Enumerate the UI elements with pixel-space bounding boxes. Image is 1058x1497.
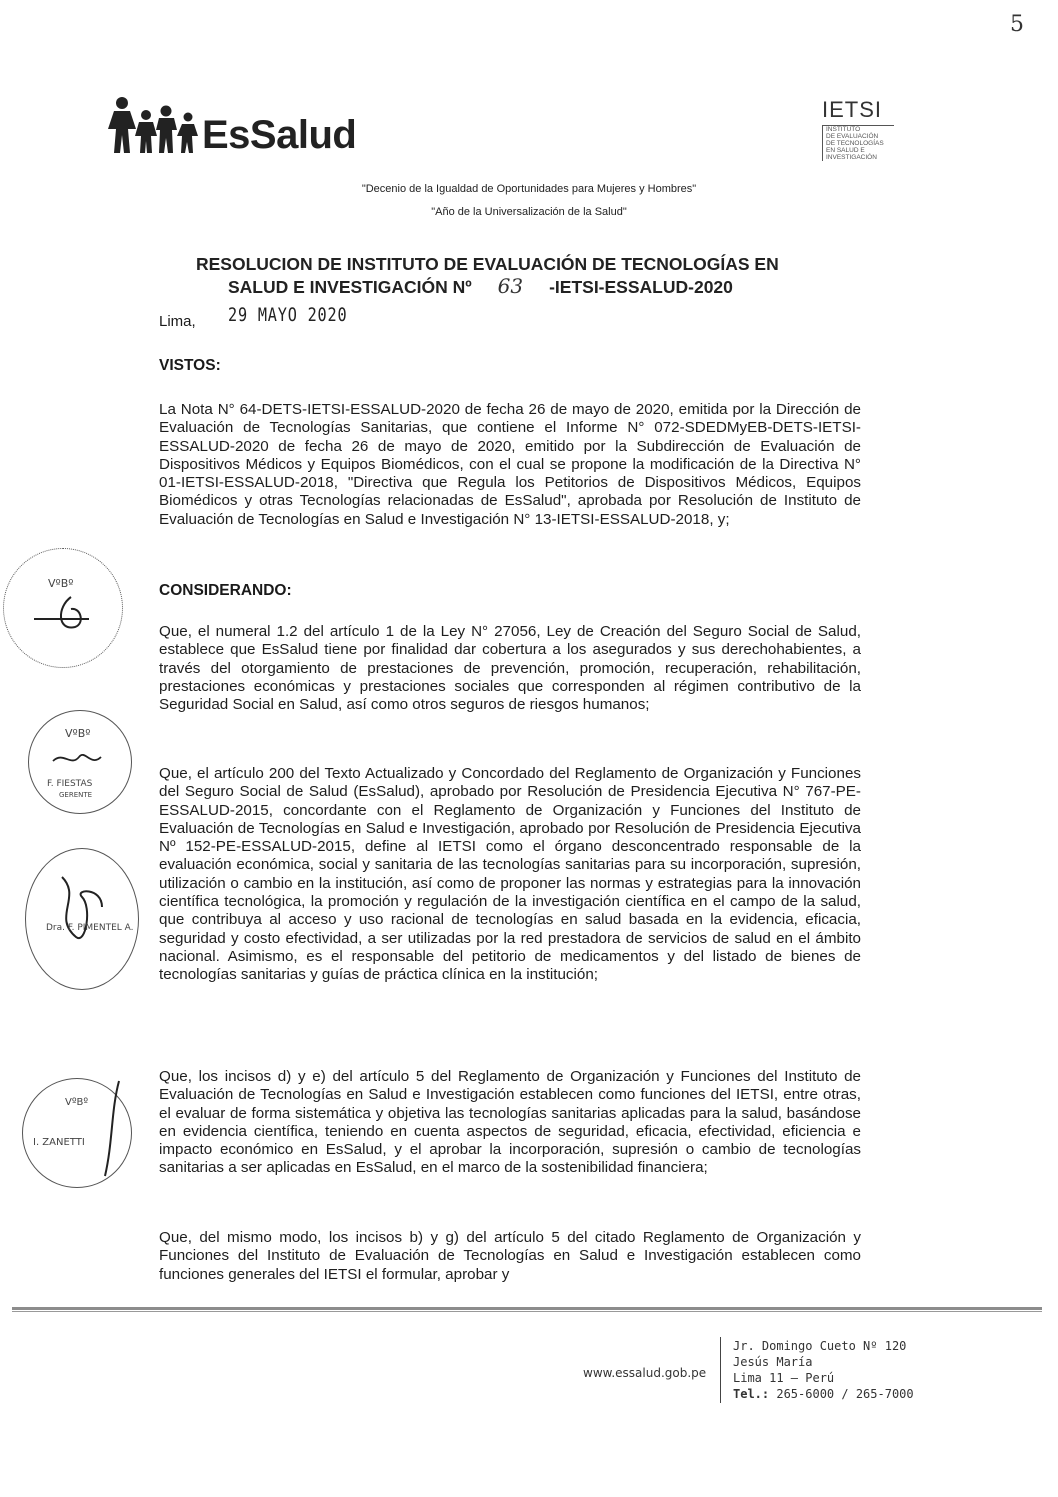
title-line-2 [196, 275, 856, 298]
vistos-paragraph: La Nota N° 64-DETS-IETSI-ESSALUD-2020 de fecha 26 de mayo de 2020, emitida por la Dirección de Evaluación de Tecnologías Sanitarias, que contiene el Informe N° 072-SDEDMyEB-DETS-IETSI-ESSALUD-2020 de fecha 26 de mayo de 2020, emitido por la Subdirección de Evaluación de Dispositivos Médicos y Equipos Biomédicos, con el cual se propone la modificación de la Directiva N° 01-IETSI-ESSALUD-2018, "Directiva que Regula los Petitorios de Dispositivos Médicos, Equipos Biomédicos y otras Tecnologías relacionadas de EsSalud", aprobada por Resolución de Instituto de Evaluación de Tecnologías en Salud e Investigación N° 13-IETSI-ESSALUD-2018, y; [159, 401, 861, 528]
stamp-name: Dra. F. PIMENTEL A. [46, 923, 134, 933]
considerando-paragraph-4: Que, del mismo modo, los incisos b) y g) del artículo 5 del citado Reglamento de Organización y Funciones del Instituto de Evaluación de Tecnologías en Salud e Investigación establecen como funciones generales del IETSI el formular, aprobar y [159, 1229, 861, 1283]
phone-line [733, 1386, 914, 1402]
footer-address [733, 1338, 914, 1402]
title-line-1: RESOLUCION DE INSTITUTO DE EVALUACIÓN DE TECNOLOGÍAS EN [196, 254, 779, 274]
considerando-heading: CONSIDERANDO: [159, 582, 292, 599]
essalud-logo [108, 95, 356, 155]
ietsi-subtitle-line: INSTITUTO [826, 126, 861, 133]
stamp-vobo: VºBº [65, 727, 91, 740]
signature-mark-icon [52, 867, 112, 957]
approval-stamp-3 [25, 848, 139, 990]
footer-website: www.essalud.gob.pe [583, 1366, 707, 1380]
stamp-name: I. ZANETTI [33, 1137, 85, 1148]
footer-separator [720, 1337, 721, 1403]
handwritten-resolution-number: 63 [497, 274, 524, 298]
place-label: Lima, [159, 313, 196, 330]
stamp-vobo: VºBº [65, 1097, 89, 1108]
stamp-role: GERENTE [59, 791, 93, 799]
phone-label: Tel.: [733, 1387, 770, 1401]
signature-mark-icon [47, 741, 113, 777]
motto-decade: "Decenio de la Igualdad de Oportunidades para Mujeres y Hombres" [361, 183, 697, 195]
address-line: Jesús María [733, 1355, 813, 1369]
phone-number: 265-6000 / 265-7000 [776, 1387, 914, 1401]
ietsi-logo [822, 98, 894, 161]
footer-divider [12, 1307, 1042, 1310]
signature-mark-icon [29, 589, 99, 639]
approval-stamp-4 [22, 1078, 132, 1188]
title-suffix: -IETSI-ESSALUD-2020 [549, 277, 733, 297]
signature-mark-icon [79, 1079, 129, 1179]
logo-wordmark: EsSalud [202, 113, 357, 157]
considerando-paragraph-2: Que, el artículo 200 del Texto Actualizado y Concordado del Reglamento de Organización y Funciones del Seguro Social de Salud (EsSalud), aprobado por Resolución de Presidencia Ejecutiva N° 767-PE-ESSALUD-2015, concordante con el Reglamento de Organización y Funciones del Instituto de Evaluación de Tecnologías en Salud e Investigación, aprobado por Resolución de Presidencia Ejecutiva Nº 152-PE-ESSALUD-2015, define al IETSI como el órgano desconcentrado responsable de la evaluación económica, social y sanitaria de las tecnologías sanitarias para su incorporación, supresión, utilización o cambio en la institución, así como de proponer las normas y estrategias para la innovación científica tecnológica, la promoción y regulación de la investigación científica en el campo de la salud, que contribuya al acceso y uso racional de tecnologías en salud basada en la evidencia, eficacia, seguridad y costo efectividad, a ser utilizadas por la red prestadora de servicios de salud en el ámbito nacional. Asimismo, es el responsable del petitorio de medicamentos y del listado de bienes de tecnologías sanitarias y guías de práctica clínica en la institución; [159, 765, 861, 984]
considerando-paragraph-3: Que, los incisos d) y e) del artículo 5 del Reglamento de Organización y Funciones del Instituto de Evaluación de Tecnologías en Salud e Investigación establecen como funciones del IETSI, entre otras, el evaluar de forma sistemática y objetiva las tecnologías sanitarias aplicadas para la salud, basándose en evidencia científica, teniendo en cuenta aspectos de seguridad, eficacia, efectividad, eficiencia e impacto económico en EsSalud, y el aprobar la incorporación, supresión o cambio de tecnologías sanitarias a ser aplicadas en EsSalud, en el marco de la sostenibilidad financiera; [159, 1068, 861, 1177]
resolution-title [196, 253, 856, 298]
ietsi-subtitle [822, 125, 894, 161]
ietsi-subtitle-line: DE EVALUACIÓN [826, 133, 879, 140]
address-line: Jr. Domingo Cueto Nº 120 [733, 1339, 907, 1353]
family-figures-icon [108, 95, 200, 155]
stamp-vobo: VºBº [48, 577, 74, 590]
stamp-name: F. FIESTAS [47, 779, 93, 789]
vistos-heading: VISTOS: [159, 357, 221, 374]
approval-stamp-1 [3, 548, 123, 668]
page-number-mark: 5 [1010, 12, 1024, 37]
title-prefix: SALUD E INVESTIGACIÓN Nº [228, 277, 472, 297]
considerando-paragraph-1: Que, el numeral 1.2 del artículo 1 de la Ley N° 27056, Ley de Creación del Seguro Social de Salud, establece que EsSalud tiene por finalidad dar cobertura a los asegurados y sus derechohabientes, a través del otorgamiento de prestaciones de prevención, promoción, recuperación, rehabilitación, prestaciones económicas y prestaciones sociales que corresponden al régimen contributivo de la Seguridad Social en Salud, así como otros seguros de riesgos humanos; [159, 623, 861, 714]
footer-divider-thin [12, 1311, 1042, 1312]
ietsi-subtitle-line: EN SALUD E [826, 147, 865, 154]
ietsi-subtitle-line: INVESTIGACIÓN [826, 154, 877, 161]
motto-year: "Año de la Universalización de la Salud" [431, 206, 627, 218]
ietsi-title: IETSI [822, 97, 883, 122]
date-stamp: 29 MAYO 2020 [228, 304, 348, 326]
approval-stamp-2 [28, 710, 132, 814]
address-line: Lima 11 – Perú [733, 1371, 835, 1385]
ietsi-subtitle-line: DE TECNOLOGÍAS [826, 140, 884, 147]
